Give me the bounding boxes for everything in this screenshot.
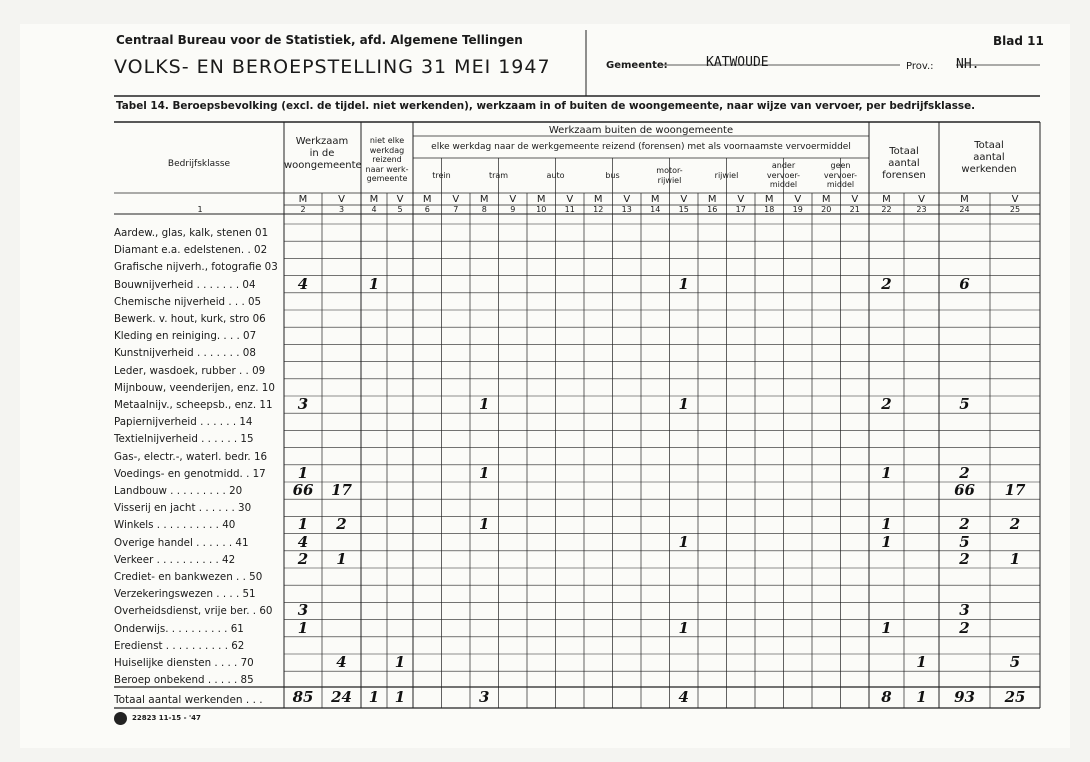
column-number-17: 17 (735, 205, 746, 214)
column-number-1: 1 (197, 205, 203, 214)
cell-entry: 17 (331, 481, 352, 499)
gender-label-col-14: M (650, 194, 660, 205)
prov-value: NH. (956, 57, 980, 72)
row-label: Landbouw . . . . . . . . . 20 (114, 485, 243, 497)
gender-label-col-19: V (794, 194, 802, 205)
totaal-werkenden-line-2: aantal (973, 152, 1005, 163)
prov-label: Prov.: (906, 61, 934, 72)
totaal-werkenden-line-1: Totaal (974, 140, 1004, 151)
column-number-19: 19 (792, 205, 803, 214)
cell-entry: 2 (959, 515, 970, 534)
gender-label-col-2: M (298, 194, 308, 205)
cell-entry: 1 (297, 618, 309, 637)
header-werkzaam-buiten: Werkzaam buiten de woongemeente (548, 125, 734, 136)
gender-label-col-16: M (707, 194, 717, 205)
stamp-logo (114, 712, 127, 725)
total-entry: 1 (368, 688, 380, 706)
column-number-5: 5 (397, 205, 403, 214)
row-label: Verkeer . . . . . . . . . . 42 (114, 553, 236, 566)
cell-entry: 1 (368, 274, 380, 293)
column-number-20: 20 (821, 205, 832, 214)
cell-entry: 1 (881, 618, 892, 637)
cell-entry: 1 (1009, 549, 1021, 568)
cell-entry: 2 (959, 618, 970, 637)
gender-label-col-8: M (479, 194, 489, 205)
column-number-23: 23 (916, 205, 927, 214)
column-number-14: 14 (650, 205, 661, 214)
header-werkzaam-in (284, 136, 360, 172)
totaal-werkenden-line-3: werkenden (961, 164, 1017, 175)
column-number-10: 10 (536, 205, 547, 214)
cell-entry: 66 (292, 481, 314, 499)
row-label: Gas-, electr.-, waterl. bedr. 16 (114, 450, 268, 463)
gender-label-col-20: M (821, 194, 831, 205)
gender-label-col-21: V (851, 194, 859, 205)
cell-entry: 4 (336, 653, 347, 671)
mode-header-bus: bus (605, 171, 620, 180)
cell-entry: 3 (297, 601, 309, 620)
column-number-3: 3 (338, 205, 345, 214)
gender-label-col-7: V (452, 194, 460, 205)
cell-entry: 1 (881, 463, 892, 482)
column-number-15: 15 (678, 205, 689, 214)
column-number-12: 12 (593, 205, 604, 214)
totaal-forensen-line-1: Totaal (889, 146, 919, 157)
row-label: Kunstnijverheid . . . . . . . 08 (114, 347, 256, 360)
cell-entry: 2 (959, 549, 970, 568)
mode-header-rijwiel: rijwiel (714, 171, 739, 180)
niet-elke-line-3: reizend (372, 155, 402, 164)
total-entry: 85 (292, 688, 314, 706)
cell-entry: 1 (678, 618, 689, 637)
cell-entry: 5 (959, 395, 970, 413)
totaal-forensen-line-3: forensen (882, 170, 926, 181)
gender-label-col-10: M (536, 194, 546, 205)
cell-entry: 1 (479, 515, 490, 534)
cell-entry: 6 (959, 274, 970, 293)
cell-entry: 1 (394, 653, 406, 671)
cell-entry: 4 (297, 532, 309, 551)
cell-entry: 1 (916, 653, 927, 671)
total-entry: 3 (479, 688, 490, 706)
row-label: Bewerk. v. hout, kurk, stro 06 (114, 313, 266, 325)
cell-entry: 5 (959, 532, 970, 551)
column-number-21: 21 (849, 205, 860, 214)
cell-entry: 3 (959, 601, 970, 620)
census-title: VOLKS- EN BEROEPSTELLING 31 MEI 1947 (114, 56, 551, 78)
cell-entry: 2 (297, 549, 309, 568)
row-label: Huiselijke diensten . . . . 70 (114, 657, 254, 669)
gender-label-col-3: V (338, 194, 345, 205)
gender-label-col-25: V (1011, 194, 1019, 205)
niet-elke-line-5: gemeente (366, 174, 408, 183)
header-niet-elke (361, 136, 413, 184)
cell-entry: 2 (336, 515, 347, 534)
row-label: Voedings- en genotmidd. . 17 (114, 467, 266, 480)
column-number-11: 11 (564, 205, 575, 214)
row-label: Verzekeringswezen . . . . 51 (114, 588, 256, 601)
werkzaam-in-line-2: in de (309, 148, 335, 159)
cell-entry: 2 (1009, 515, 1021, 534)
column-number-13: 13 (621, 205, 632, 214)
cell-entry: 1 (297, 463, 309, 482)
total-entry: 93 (954, 688, 975, 706)
cell-entry: 3 (297, 395, 309, 413)
row-label: Diamant e.a. edelstenen. . 02 (114, 244, 268, 257)
row-label: Overheidsdienst, vrije ber. . 60 (114, 605, 273, 618)
total-entry: 24 (331, 688, 352, 706)
column-number-22: 22 (881, 205, 892, 214)
column-number-18: 18 (764, 205, 775, 214)
total-entry: 25 (1004, 688, 1026, 706)
cell-entry: 2 (881, 274, 892, 293)
niet-elke-line-1: niet elke (369, 136, 405, 145)
gemeente-label: Gemeente: (606, 60, 668, 71)
column-number-2: 2 (300, 205, 306, 214)
row-label: Kleding en reiniging. . . . 07 (114, 330, 257, 343)
row-label: Onderwijs. . . . . . . . . . 61 (114, 622, 244, 635)
row-label: Overige handel . . . . . . 41 (114, 536, 249, 549)
cell-entry: 1 (678, 395, 689, 413)
row-label: Winkels . . . . . . . . . . 40 (114, 519, 236, 532)
row-label: Bouwnijverheid . . . . . . . 04 (114, 278, 256, 291)
row-label: Beroep onbekend . . . . . 85 (114, 674, 254, 687)
cell-entry: 1 (479, 463, 490, 482)
total-entry: 8 (881, 688, 892, 706)
column-number-16: 16 (707, 205, 718, 214)
sheet-number: Blad 11 (993, 34, 1044, 48)
totals-row-label: Totaal aantal werkenden . . . (114, 694, 263, 706)
gemeente-value: KATWOUDE (706, 55, 769, 70)
niet-elke-line-2: werkdag (369, 145, 405, 155)
gender-label-col-13: V (623, 194, 631, 205)
total-entry: 1 (394, 688, 406, 706)
row-label: Metaalnijv., scheepsb., enz. 11 (114, 399, 273, 411)
column-number-8: 8 (481, 205, 487, 214)
cell-entry: 66 (954, 481, 975, 499)
row-label: Crediet- en bankwezen . . 50 (114, 571, 263, 583)
werkzaam-in-line-3: woongemeente (284, 160, 362, 171)
table-title: Tabel 14. Beroepsbevolking (excl. de tijdel. niet werkenden), werkzaam in of buiten de woongemeente, naar wijze van vervoer, per bedrijfsklasse. (116, 100, 976, 112)
header-bedrijfsklasse: Bedrijfsklasse (167, 159, 231, 169)
column-number-24: 24 (959, 205, 970, 214)
header-totaal-forensen (869, 146, 939, 182)
cell-entry: 4 (297, 274, 309, 293)
niet-elke-line-4: naar werk- (365, 164, 409, 174)
gender-label-col-12: M (593, 194, 603, 205)
cell-entry: 1 (297, 515, 309, 534)
totaal-forensen-line-2: aantal (888, 158, 920, 169)
cell-entry: 1 (678, 274, 689, 293)
werkzaam-in-line-1: Werkzaam (295, 136, 349, 147)
gender-label-col-6: M (422, 194, 432, 205)
mode-header-tram: tram (488, 171, 509, 180)
column-number-4: 4 (371, 205, 377, 214)
gender-label-col-23: V (918, 194, 925, 205)
cell-entry: 2 (959, 463, 970, 482)
row-label: Mijnbouw, veenderijen, enz. 10 (114, 381, 275, 394)
row-label: Eredienst . . . . . . . . . . 62 (114, 639, 245, 652)
cell-entry: 1 (336, 549, 347, 568)
cell-entry: 1 (881, 532, 892, 551)
cell-entry: 1 (479, 395, 490, 413)
column-number-7: 7 (453, 205, 459, 214)
cell-entry: 17 (1004, 481, 1026, 499)
row-label: Textielnijverheid . . . . . . 15 (114, 433, 254, 446)
gender-label-col-11: V (566, 194, 574, 205)
row-label: Papiernijverheid . . . . . . 14 (114, 416, 253, 429)
gender-label-col-22: M (882, 194, 891, 205)
row-label: Visserij en jacht . . . . . . 30 (114, 502, 252, 515)
row-label: Aardew., glas, kalk, stenen 01 (114, 227, 269, 239)
gender-label-col-5: V (396, 194, 404, 205)
column-number-25: 25 (1009, 205, 1021, 214)
mode-header-auto: auto (546, 171, 565, 180)
gender-label-col-15: V (680, 194, 688, 205)
cell-entry: 2 (881, 395, 892, 413)
header-elke-werkdag: elke werkdag naar de werkgemeente reizend (forensen) met als voornaamste vervoermiddel (431, 142, 851, 152)
header-totaal-werkenden (939, 140, 1039, 176)
cell-entry: 1 (881, 515, 892, 534)
row-label: Leder, wasdoek, rubber . . 09 (114, 364, 266, 377)
gender-label-col-9: V (509, 194, 517, 205)
mode-header-motor: motor- rijwiel (656, 166, 683, 185)
gender-label-col-18: M (764, 194, 774, 205)
gender-label-col-17: V (737, 194, 745, 205)
column-number-9: 9 (510, 205, 516, 214)
bureau-line: Centraal Bureau voor de Statistiek, afd. Algemene Tellingen (116, 33, 523, 47)
cell-entry: 5 (1009, 653, 1021, 671)
row-label: Chemische nijverheid . . . 05 (114, 295, 262, 308)
footer-code: 22823 11-15 - '47 (132, 714, 201, 722)
mode-header-ander: ander vervoer- middel (766, 161, 801, 189)
cell-entry: 1 (678, 532, 689, 551)
column-number-6: 6 (424, 205, 430, 214)
gender-label-col-4: M (369, 194, 379, 205)
gender-label-col-24: M (960, 194, 969, 205)
row-label: Grafische nijverh., fotografie 03 (114, 261, 278, 274)
total-entry: 4 (678, 688, 689, 706)
mode-header-trein: trein (432, 171, 451, 180)
total-entry: 1 (916, 688, 927, 706)
mode-header-geen: geen vervoer- middel (823, 161, 858, 189)
